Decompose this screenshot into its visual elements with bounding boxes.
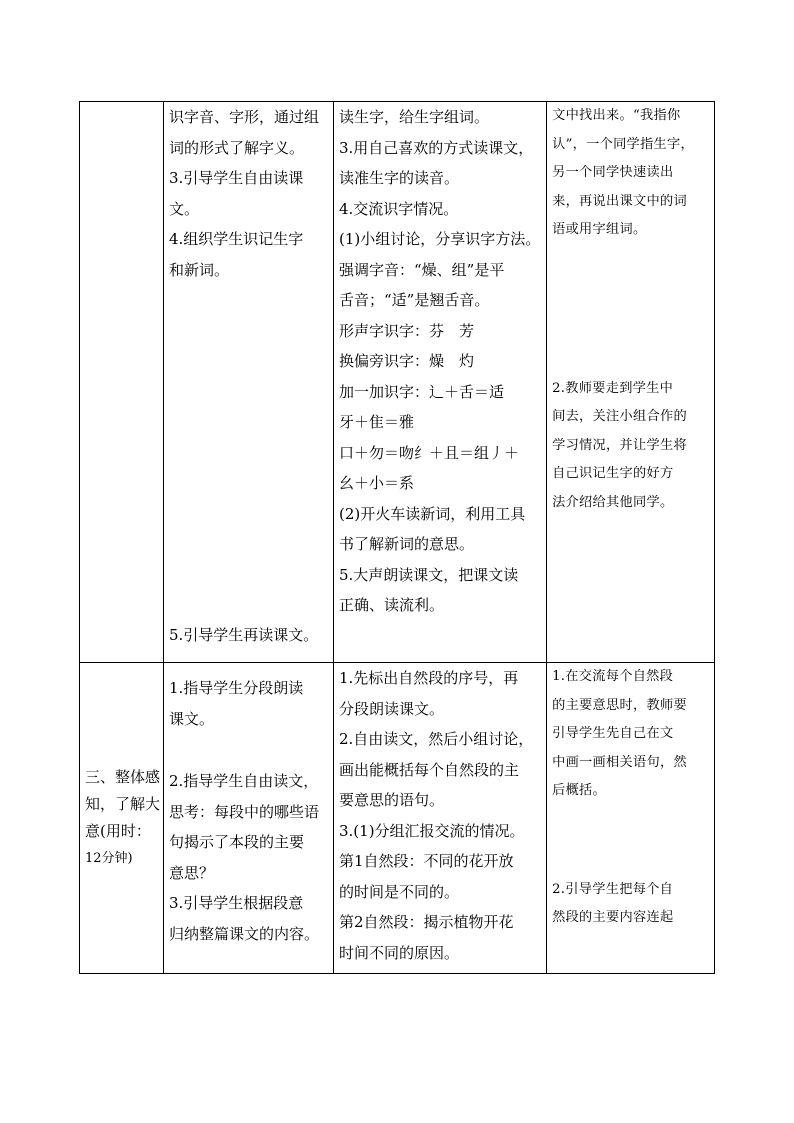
text-line: 3.(1)分组汇报交流的情况。	[338, 821, 525, 840]
text-line: 2.指导学生自由读文，	[168, 772, 319, 790]
text-line: 5.大声朗读课文，把课文读	[338, 565, 519, 584]
text-line: 句揭示了本段的主要	[168, 833, 304, 851]
text-line: 强调字音：“燥、组”是平	[338, 260, 505, 279]
text-line: 的主要意思时，教师要	[552, 697, 687, 713]
text-line: 加一加识字：辶＋舌＝适	[338, 382, 504, 401]
text-line: 然段的主要内容连起	[552, 910, 674, 925]
stage-cell	[80, 663, 164, 974]
text-line: 第1自然段：不同的花开放	[338, 852, 514, 870]
teacher-activity-cell	[163, 102, 333, 663]
text-line: 词的形式了解字义。	[168, 138, 304, 157]
text-line: 分段朗读课文。	[338, 699, 444, 718]
text-line: 归纳整篇课文的内容。	[168, 924, 319, 943]
text-line: 思考：每段中的哪些语	[168, 802, 319, 821]
text-line: 3.引导学生根据段意	[168, 894, 304, 912]
text-line: 3.引导学生自由读课	[168, 169, 304, 187]
text-line: 引导学生先自己在文	[552, 726, 674, 741]
lesson-plan-table	[79, 101, 715, 974]
text-line: 要意思的语句。	[338, 791, 444, 809]
text-line: 文。	[168, 199, 199, 218]
text-line: (1)小组讨论，分享识字方法。	[338, 230, 541, 248]
text-line: 舌音；“适”是翘舌音。	[338, 291, 490, 309]
design-note-cell	[547, 663, 715, 974]
spacer	[552, 245, 709, 375]
text-line: 1.先标出自然段的序号，再	[338, 669, 519, 687]
text-line: 意思？	[168, 863, 214, 882]
text-line: 来，再说出课文中的词	[552, 193, 687, 209]
text-line: 1.在交流每个自然段	[552, 669, 674, 684]
text-line: 间去，关注小组合作的	[552, 409, 687, 424]
text-line: 牙＋隹＝雅	[338, 413, 414, 431]
text-line: 认”，一个同学指生字，	[552, 136, 694, 152]
text-line: 2.自由读文，然后小组讨论，	[338, 730, 534, 748]
stage-title-line: 意(用时：	[85, 822, 151, 840]
text-line: 的时间是不同的。	[338, 882, 459, 901]
text-line: 第2自然段：揭示植物开花	[338, 913, 514, 931]
design-note-cell	[547, 102, 715, 663]
text-line: 时间不同的原因。	[338, 943, 459, 962]
text-line: 口＋勿＝吻纟＋且＝组丿＋	[338, 443, 519, 462]
text-line: 文中找出来。“我指你	[552, 108, 681, 123]
spacer	[169, 663, 328, 673]
text-line: 书了解新词的意思。	[338, 535, 474, 553]
text-line: 换偏旁识字：燥 灼	[338, 352, 474, 370]
student-activity-cell	[333, 102, 546, 663]
text-line: 自己识记生字的好方	[552, 466, 674, 481]
text-line: 法介绍给其他同学。	[552, 494, 674, 510]
stage-title-line: 12分钟)	[85, 851, 133, 866]
text-line: 5.引导学生再读课文。	[168, 626, 319, 644]
text-line: 4.组织学生识记生字	[168, 230, 304, 248]
text-line: 另一个同学快速读出	[552, 165, 674, 180]
stage-title-line: 三、整体感	[85, 768, 161, 786]
text-line: 正确、读流利。	[338, 596, 444, 614]
text-line: 画出能概括每个自然段的主	[338, 760, 519, 779]
text-line: 1.指导学生分段朗读	[168, 679, 304, 697]
table-row	[80, 663, 715, 974]
text-line: 课文。	[168, 709, 214, 728]
stage-cell-empty	[80, 102, 164, 663]
text-line: 中画一画相关语句，然	[552, 754, 687, 770]
text-line: (2)开火车读新词，利用工具	[338, 504, 526, 523]
text-line: 2.教师要走到学生中	[552, 380, 674, 396]
spacer	[552, 806, 709, 876]
table-row	[80, 102, 715, 663]
text-line: 形声字识字：芬 芳	[338, 321, 474, 340]
text-line: 语或用字组词。	[552, 222, 647, 237]
text-line: 读生字，给生字组词。	[338, 108, 489, 126]
text-line: 后概括。	[552, 783, 607, 798]
teacher-activity-cell	[163, 663, 333, 974]
spacer	[169, 285, 328, 620]
student-activity-cell	[333, 663, 546, 974]
text-line: 3.用自己喜欢的方式读课文，	[338, 138, 534, 157]
text-line: 和新词。	[168, 260, 229, 279]
stage-title-line: 知，了解大	[85, 795, 161, 813]
spacer	[169, 734, 328, 766]
text-line: 学习情况，并让学生将	[552, 437, 687, 453]
text-line: 读准生字的读音。	[338, 169, 459, 187]
text-line: 幺＋小＝系	[338, 474, 414, 492]
text-line: 4.交流识字情况。	[338, 199, 459, 218]
text-line: 2.引导学生把每个自	[552, 881, 674, 897]
text-line: 识字音、字形，通过组	[168, 108, 319, 126]
